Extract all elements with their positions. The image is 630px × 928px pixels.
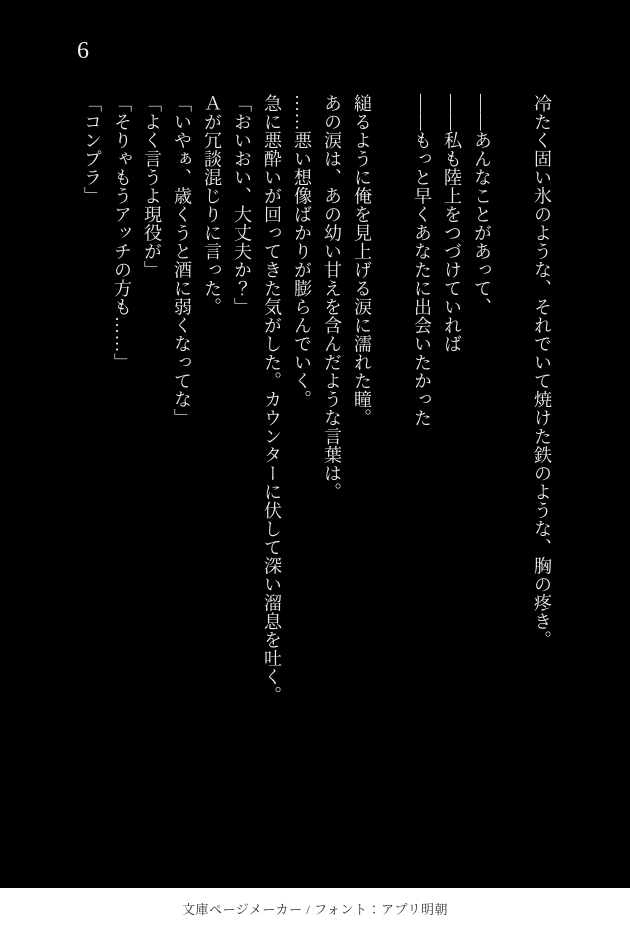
- text-line: 急に悪酔いが回ってきた気がした。カウンターに伏して深い溜息を吐く。: [262, 94, 282, 705]
- text-line: 縋るように俺を見上げる涙に濡れた瞳。: [352, 94, 372, 427]
- text-line: 「よく言うよ現役が」: [142, 94, 162, 279]
- text-line: あの涙は、あの幼い甘えを含んだような言葉は。: [322, 94, 342, 501]
- footer-bar: [0, 888, 630, 928]
- text-line: ――あんなことがあって、: [472, 94, 492, 316]
- text-line: ――もっと早くあなたに出会いたかった: [412, 94, 432, 427]
- vertical-text-area: [77, 94, 557, 874]
- page-number: 6: [77, 38, 89, 64]
- blank-line: [497, 94, 527, 874]
- blank-line: [377, 94, 407, 874]
- text-line: 「おいおい、大丈夫か？」: [232, 94, 252, 316]
- text-line: 「いやぁ、歳くうと酒に弱くなってな」: [172, 94, 192, 427]
- text-line: ……悪い想像ばかりが膨らんでいく。: [292, 94, 312, 409]
- text-line: 「そりゃもうアッチの方も……」: [112, 94, 132, 372]
- footer-credit: 文庫ページメーカー / フォント：アプリ明朝: [181, 901, 449, 917]
- text-line: Ａが冗談混じりに言った。: [202, 94, 222, 316]
- text-line: ――私も陸上をつづけていれば: [442, 94, 462, 353]
- text-line: 「コンプラ」: [82, 94, 102, 205]
- text-line: 冷たく固い氷のような、それでいて焼けた鉄のような、胸の疼き。: [532, 94, 552, 649]
